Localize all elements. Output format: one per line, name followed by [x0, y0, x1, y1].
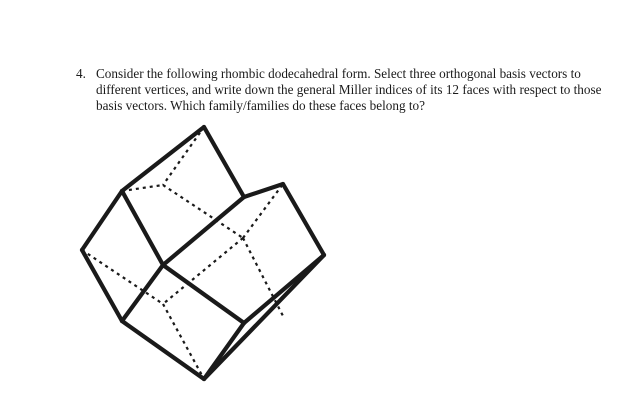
visible-edge	[82, 191, 122, 250]
question-number: 4.	[76, 66, 86, 81]
question-text: Consider the following rhombic dodecahedral form. Select three orthogonal basis vectors to different vertices, and write down the general Miller indices of its 12 faces with respect to those basis vectors. Which family/families do these faces belong to?	[96, 66, 602, 114]
visible-edge	[122, 321, 204, 379]
hidden-edges	[82, 127, 283, 379]
visible-edge	[122, 191, 163, 265]
visible-edge	[204, 127, 244, 197]
visible-edge	[122, 127, 204, 191]
visible-edge	[82, 250, 122, 321]
visible-edge	[122, 265, 163, 321]
hidden-edge	[82, 250, 163, 304]
visible-edge	[204, 323, 244, 379]
visible-edges	[82, 127, 324, 379]
hidden-edge	[163, 304, 204, 379]
visible-edge	[283, 184, 324, 255]
visible-edge	[204, 255, 324, 379]
visible-edge	[163, 197, 244, 265]
visible-edge	[163, 265, 244, 323]
